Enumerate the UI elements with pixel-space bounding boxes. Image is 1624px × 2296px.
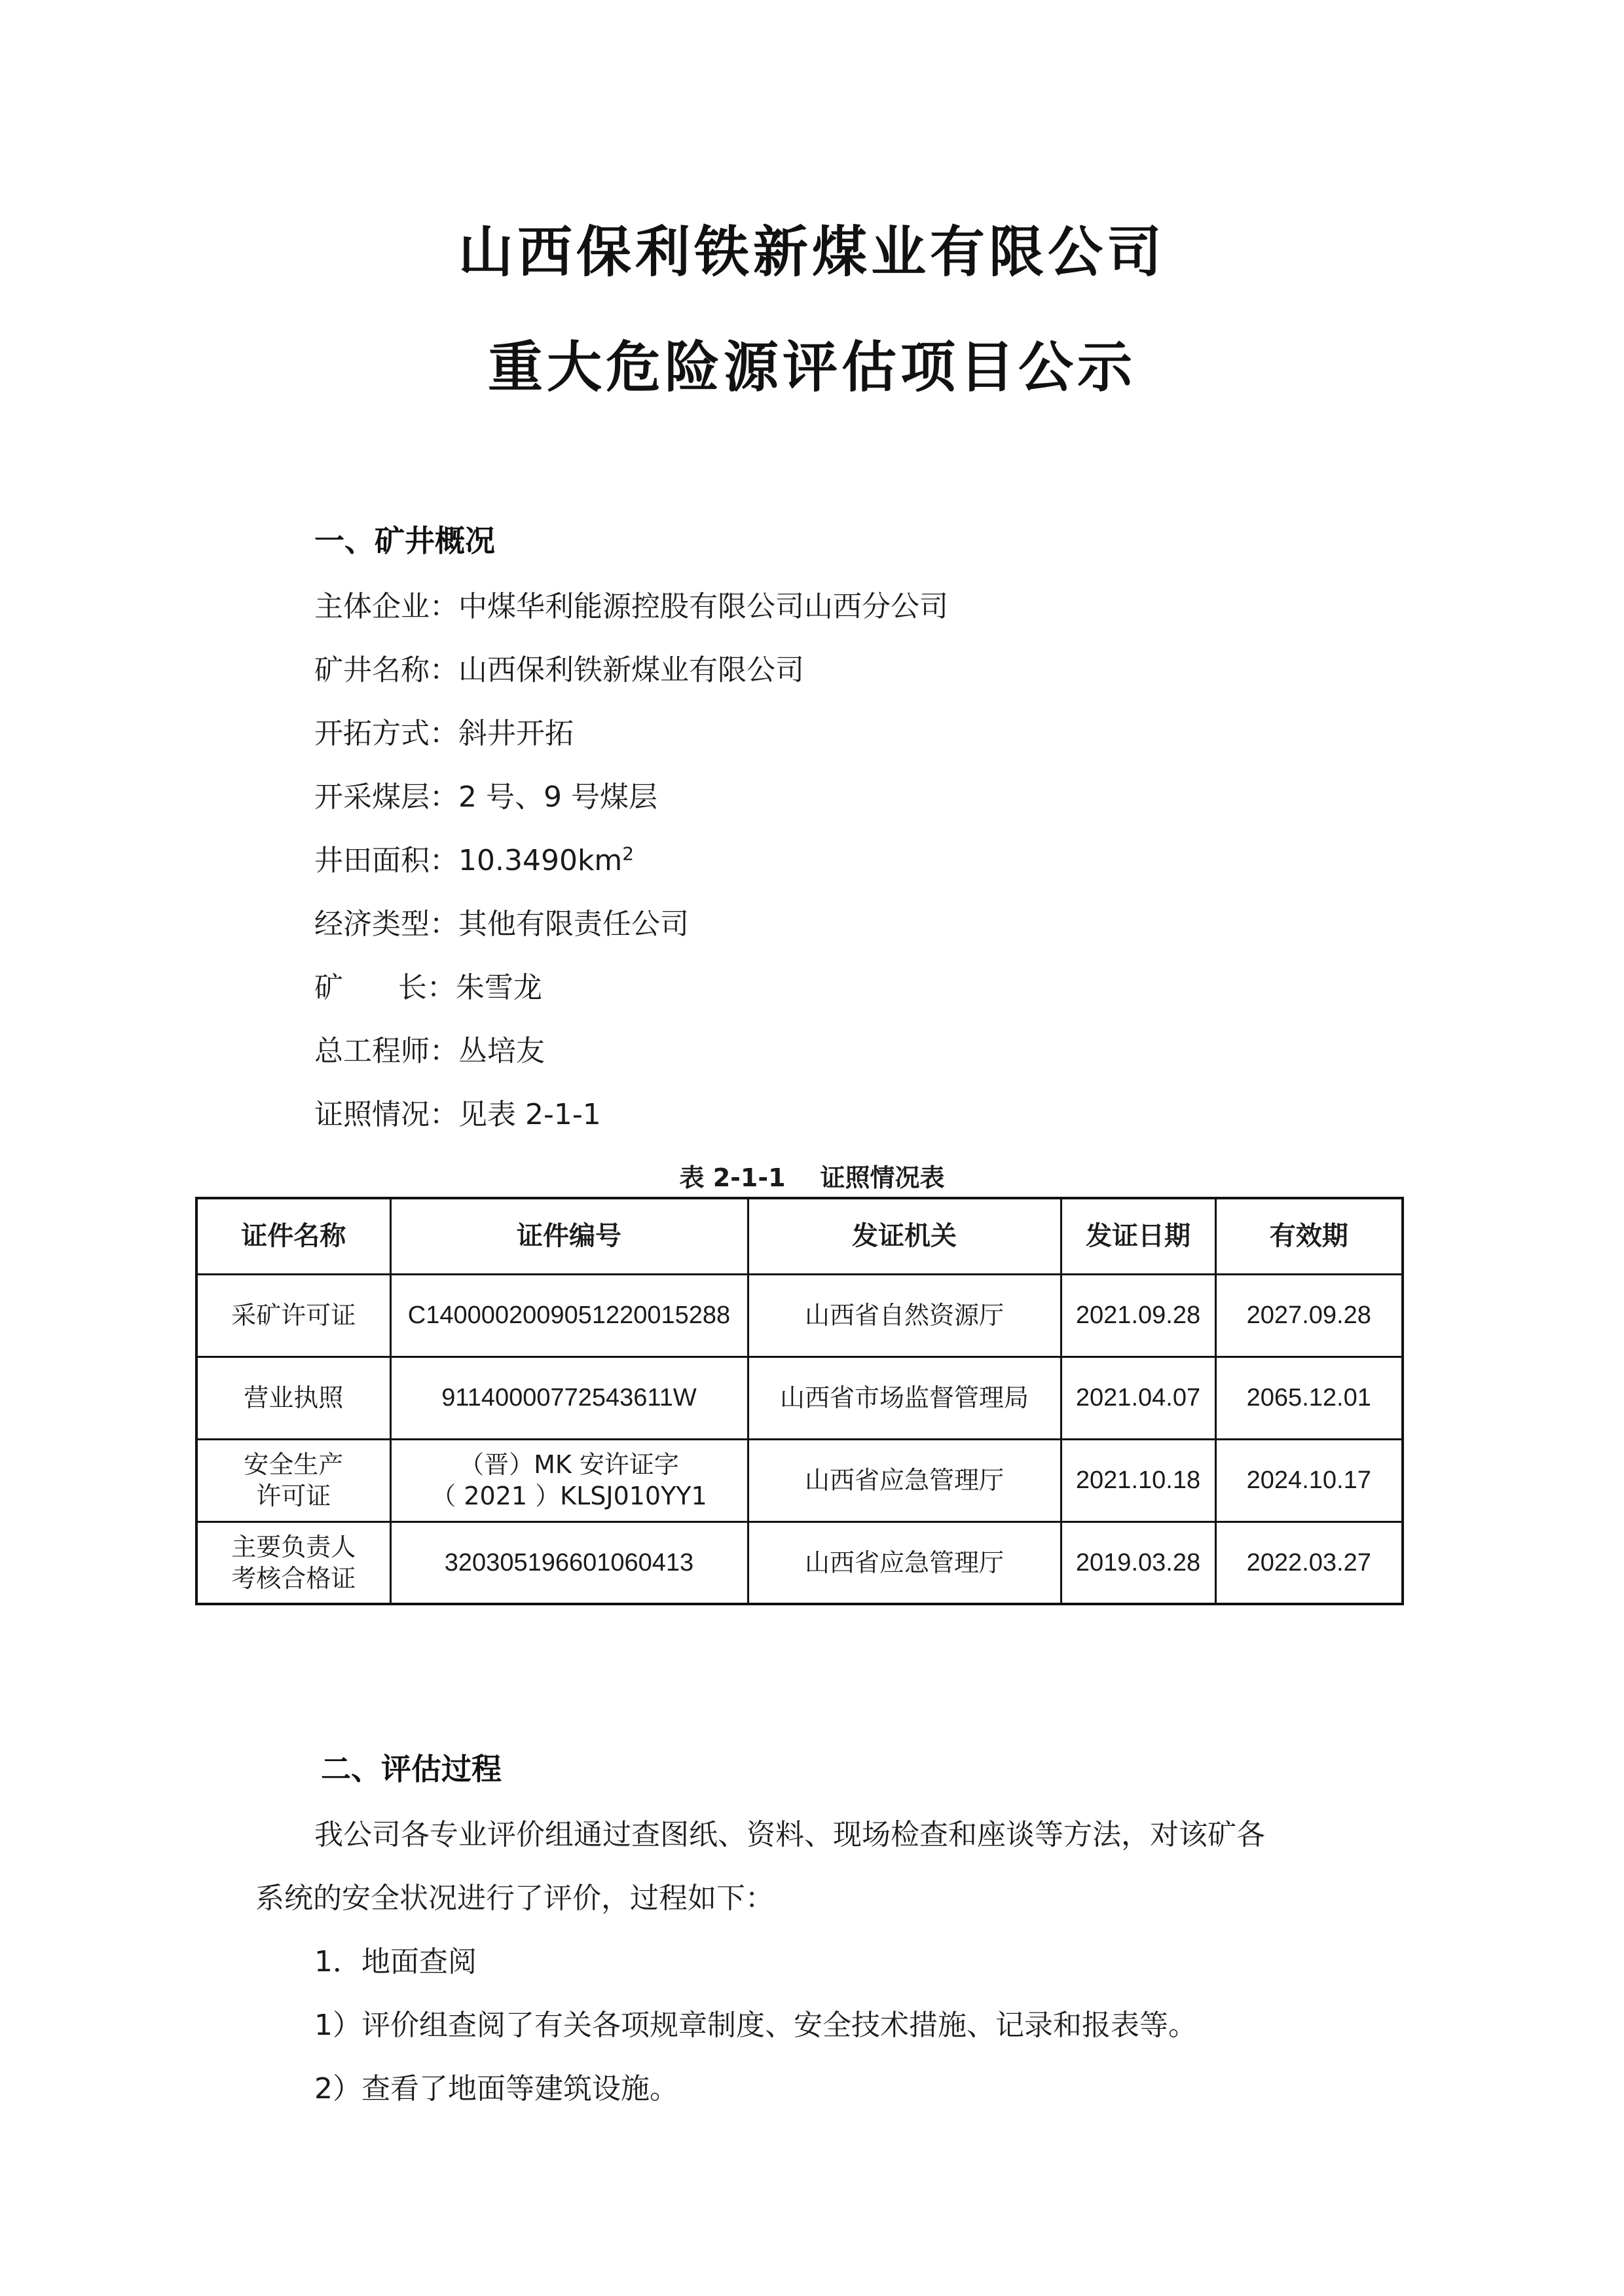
info-value: 斜井开拓 [458,717,574,750]
document-title-line2: 重大危险源评估项目公示 [487,335,1136,399]
info-line-mine-director [314,964,542,1006]
cert-issue-date: 2019.03.28 [1061,1522,1215,1604]
info-value: 10.3490km [458,844,623,877]
cert-number: 91140000772543611W [390,1357,748,1439]
list-item: 2）查看了地面等建筑设施。 [314,2072,678,2105]
table-header-row [196,1198,1403,1274]
table-row [196,1274,1403,1357]
info-line-development [314,710,574,752]
cert-valid: 2027.09.28 [1215,1274,1403,1357]
certificate-table [195,1197,1404,1605]
section2-heading: 二、评估过程 [321,1751,502,1787]
cert-number: C1400002009051220015288 [390,1274,748,1357]
col-header-issuer: 发证机关 [748,1198,1061,1274]
document-title-line1: 山西保利铁新煤业有限公司 [458,220,1166,284]
info-value: 山西保利铁新煤业有限公司 [458,653,804,687]
table-row [196,1439,1403,1522]
cert-issue-date: 2021.09.28 [1061,1274,1215,1357]
info-value: 朱雪龙 [455,971,542,1004]
col-header-issue-date: 发证日期 [1061,1198,1215,1274]
cert-number [390,1439,748,1522]
info-label: 证照情况： [314,1098,458,1131]
info-line-certificates [314,1091,601,1133]
cert-name: 营业执照 [196,1357,390,1439]
cert-number: 320305196601060413 [390,1522,748,1604]
cert-name [196,1439,390,1522]
cert-name-line2: 考核合格证 [231,1563,356,1593]
cert-issuer: 山西省应急管理厅 [748,1522,1061,1604]
cert-issuer: 山西省市场监督管理局 [748,1357,1061,1439]
info-line-economic-type [314,900,689,942]
info-line-chief-engineer [314,1027,545,1069]
cert-number-line2: （ 2021 ）KLSJ010YY1 [431,1482,707,1510]
info-line-area [314,837,634,879]
info-label: 井田面积： [314,844,458,877]
paragraph-line: 系统的安全状况进行了评价，过程如下： [255,1882,774,1915]
cert-issue-date: 2021.04.07 [1061,1357,1215,1439]
list-item-heading: 1．地面查阅 [314,1945,477,1978]
info-label: 矿井名称： [314,653,458,687]
table-row [196,1522,1403,1604]
cert-issue-date: 2021.10.18 [1061,1439,1215,1522]
info-value: 其他有限责任公司 [458,907,689,941]
cert-name-line2: 许可证 [256,1482,331,1510]
info-line-mine-name [314,646,804,688]
list-item: 1）评价组查阅了有关各项规章制度、安全技术措施、记录和报表等。 [314,2009,1197,2042]
info-value: 丛培友 [458,1034,545,1068]
cert-name: 采矿许可证 [196,1274,390,1357]
info-value: 见表 2-1-1 [458,1098,601,1131]
info-label: 开采煤层： [314,780,458,814]
col-header-name: 证件名称 [196,1198,390,1274]
info-label: 经济类型： [314,907,458,941]
cert-number-line1: （晋）MK 安许证字 [459,1450,679,1479]
info-label: 矿 长： [314,971,456,1004]
info-value: 中煤华利能源控股有限公司山西分公司 [458,590,948,623]
cert-name-line1: 安全生产 [244,1450,344,1479]
col-header-valid: 有效期 [1215,1198,1403,1274]
cert-valid: 2022.03.27 [1215,1522,1403,1604]
cert-name [196,1522,390,1604]
cert-name-line1: 主要负责人 [231,1532,356,1561]
table-row [196,1357,1403,1439]
info-line-coal-seams [314,773,657,815]
cert-issuer: 山西省自然资源厅 [748,1274,1061,1357]
info-label: 总工程师： [314,1034,458,1068]
cert-valid: 2065.12.01 [1215,1357,1403,1439]
paragraph-line: 我公司各专业评价组通过查图纸、资料、现场检查和座谈等方法，对该矿各 [314,1818,1265,1851]
info-label: 主体企业： [314,590,458,623]
cert-valid: 2024.10.17 [1215,1439,1403,1522]
cert-issuer: 山西省应急管理厅 [748,1439,1061,1522]
info-value: 2 号、9 号煤层 [458,780,657,814]
table-caption: 表 2-1-1 证照情况表 [679,1163,945,1192]
info-line-entity [314,583,948,625]
col-header-number: 证件编号 [390,1198,748,1274]
info-value-superscript: 2 [622,843,635,865]
info-label: 开拓方式： [314,717,458,750]
section1-heading: 一、矿井概况 [314,523,495,558]
